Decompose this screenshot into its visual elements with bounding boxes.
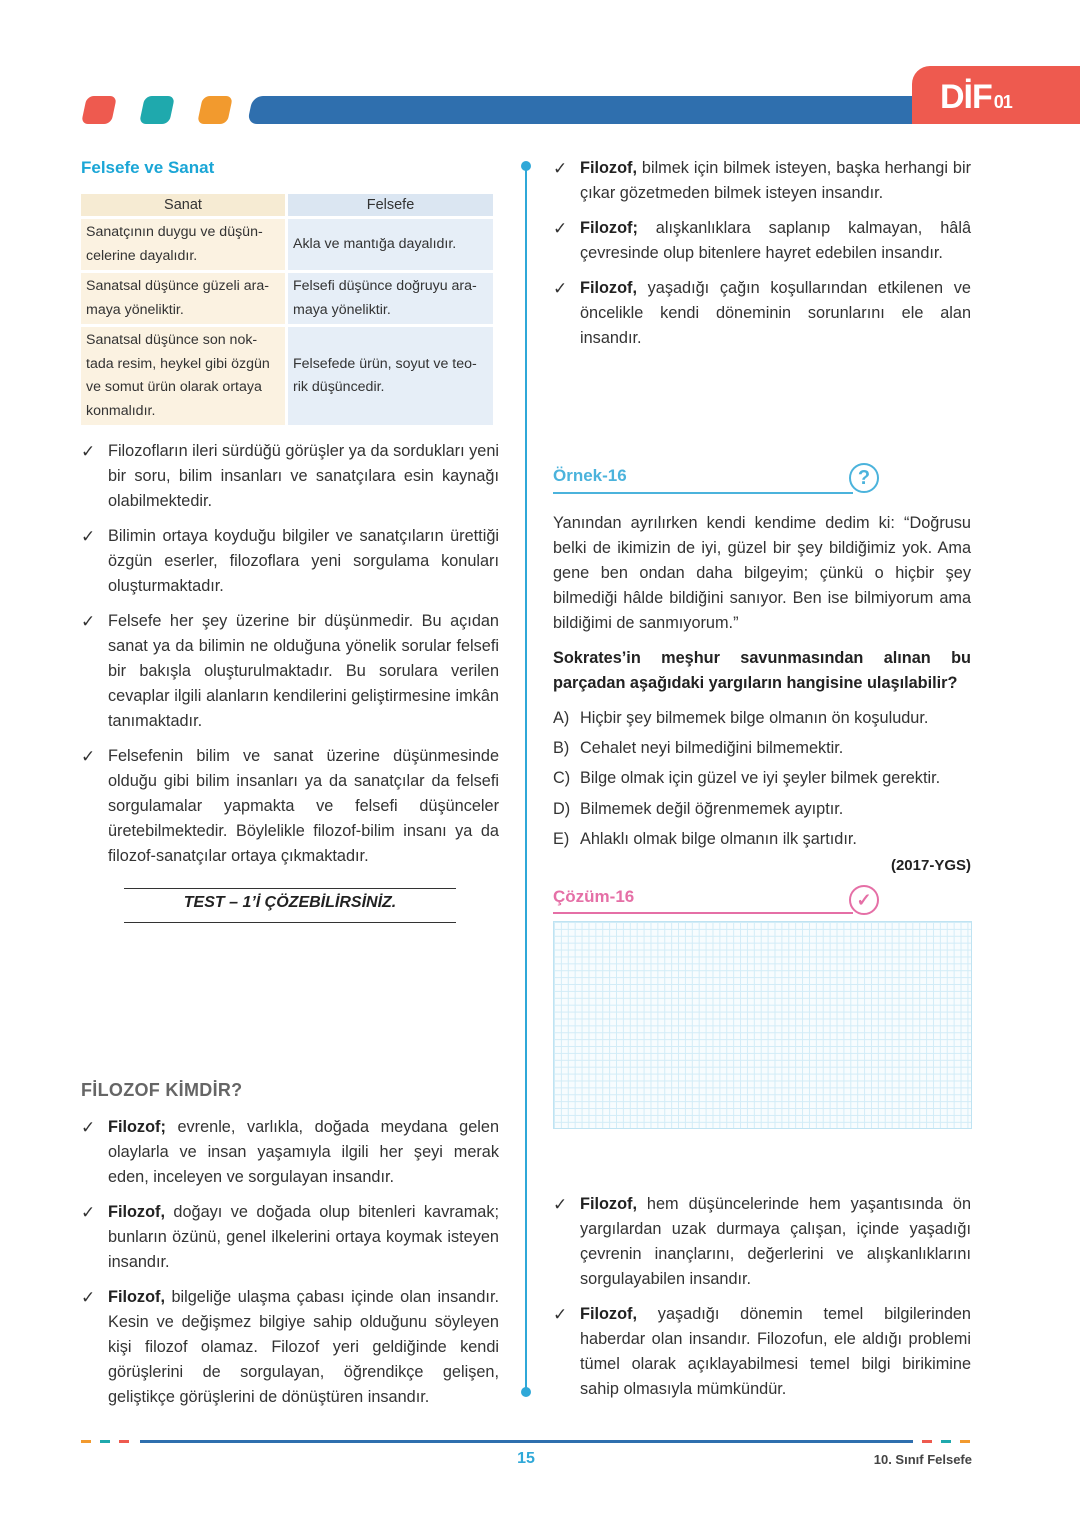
check-icon: ✓ <box>553 1305 568 1324</box>
solution-underline <box>553 912 853 914</box>
list-item: ✓ Filozof, bilmek için bilmek isteyen, başka herhangi bir çıkar gözetmeden bilmek isteyen insandır. <box>553 156 971 206</box>
question-icon: ? <box>849 463 879 493</box>
footer-dash <box>81 1440 91 1443</box>
list-item: ✓ Filozof, hem düşüncelerinde hem yaşantısında ön yargılardan uzak durmaya çalışan, içinde yaşadığı çevrenin inançlarını, değerlerini ve alışkanlıklarını sorgulayabilen insandır. <box>553 1192 971 1292</box>
footer-dash <box>960 1440 970 1443</box>
question-source: (2017-YGS) <box>890 857 971 874</box>
footer-dash <box>119 1440 129 1443</box>
kimdir-title: FİLOZOF KİMDİR? <box>81 1080 243 1100</box>
test-note: TEST – 1’İ ÇÖZEBİLİRSİNİZ. <box>183 894 397 911</box>
footer-bar <box>140 1440 913 1443</box>
header-red-block <box>81 96 117 124</box>
check-icon: ✓ <box>81 1203 96 1222</box>
page-number: 15 <box>517 1450 535 1467</box>
table-cell: Sanatçının duygu ve düşün-celerine dayalıdır. <box>81 219 285 270</box>
option-a[interactable]: A) Hiçbir şey bilmemek bilge olmanın ön koşuludur. <box>553 709 929 727</box>
filozof-list-bottom <box>553 1192 971 1412</box>
footer-dash <box>941 1440 951 1443</box>
table-row <box>81 273 493 324</box>
brand-logo: DİF 01 <box>940 78 1012 116</box>
divider-dot-bottom <box>521 1387 531 1397</box>
example-title: Örnek-16 <box>553 466 627 485</box>
check-icon: ✓ <box>553 219 568 238</box>
table-cell: Felsefi düşünce doğruyu ara-maya yöneliktir. <box>288 273 493 324</box>
footer-dash <box>100 1440 110 1443</box>
example-passage: Yanından ayrılırken kendi kendime dedim ki: “Doğrusu belki de ikimizin de iyi, güzel bir şey bildiğimiz yok. Ama gene ben ondan daha bilgeyim; çünkü o hiçbir şey bilmediği hâlde bildiğini sanıyor. Ben ise bilmiyorum ama bildiğimi de sanmıyorum.” <box>553 514 971 632</box>
table-cell: Akla ve mantığa dayalıdır. <box>288 219 493 270</box>
option-b[interactable]: B) Cehalet neyi bilmediğini bilmemektir. <box>553 739 844 758</box>
test-rule-top <box>124 888 456 889</box>
check-icon: ✓ <box>81 1288 96 1307</box>
option-e[interactable]: E) Ahlaklı olmak bilge olmanın ilk şartıdır. <box>553 829 857 848</box>
check-icon: ✓ <box>81 747 96 766</box>
list-item: ✓ Filozof; alışkanlıklara saplanıp kalmayan, hâlâ çevresinde olup bitenlere hayret edebilen insandır. <box>553 216 971 266</box>
check-icon: ✓ <box>553 159 568 178</box>
list-item: ✓ Felsefenin bilim ve sanat üzerine düşünmesinde olduğu gibi bilim insanları ya da sanatçılar da felsefi sorgulamalar yapmakta ve felsefi düşünceler üretebilmektedir. Böylelikle filozof-bilim insanı ya da filozof-sanatçılar ortaya çıkmaktadır. <box>81 744 499 869</box>
check-icon: ✓ <box>81 1118 96 1137</box>
art-philosophy-list <box>81 439 499 879</box>
list-item: ✓ Bilimin ortaya koyduğu bilgiler ve sanatçıların ürettiği özgün eserler, filozoflara yeni sorgulama konuları oluşturmaktadır. <box>81 524 499 599</box>
filozof-list-top <box>553 156 971 361</box>
comparison-table <box>78 191 496 428</box>
check-icon: ✓ <box>553 279 568 298</box>
list-item: ✓ Filozof, yaşadığı çağın koşullarından etkilenen ve öncelikle kendi döneminin sorunlarını ele alan insandır. <box>553 276 971 351</box>
kimdir-list <box>81 1115 499 1420</box>
table-cell: Sanatsal düşünce son nok-tada resim, heykel gibi özgün ve somut ürün olarak ortaya konmalıdır. <box>81 327 285 425</box>
check-icon: ✓ <box>81 527 96 546</box>
header-teal-block <box>139 96 175 124</box>
list-item: ✓ Felsefe her şey üzerine bir düşünmedir. Bu açıdan sanat ya da bilimin ne olduğuna yönelik sorular felsefi bir bakışla oluşturulmaktadır. Bu sorulara verilen cevaplar ilgili alanların kendilerini geliştirmesine imkân tanımaktadır. <box>81 609 499 734</box>
header-orange-block <box>197 96 233 124</box>
option-c[interactable]: C) Bilge olmak için güzel ve iyi şeyler bilmek gerektir. <box>553 769 941 788</box>
solution-title: Çözüm-16 <box>553 887 635 906</box>
check-icon: ✓ <box>81 612 96 631</box>
list-item: ✓ Filozof, yaşadığı dönemin temel bilgilerinden haberdar olan insandır. Filozofun, ele aldığı problemi tümel olarak açıklayabilmesi temel bilgi birikimine sahip olmasıyla mümkündür. <box>553 1302 971 1402</box>
list-item: ✓ Filozof, bilgeliğe ulaşma çabası içinde olan insandır. Kesin ve değişmez bilgiye sahip olduğunu söyleyen kişi filozof olamaz. Filozof yeri geldiğinde kendi görüşlerini de sorgulayan, öğrendikçe gelişen, geliştikçe görüşlerini de dönüştüren insandır. <box>81 1285 499 1410</box>
check-icon: ✓ <box>81 442 96 461</box>
table-cell: Sanatsal düşünce güzeli ara-maya yöneliktir. <box>81 273 285 324</box>
table-row <box>81 219 493 270</box>
option-d[interactable]: D) Bilmemek değil öğrenmemek ayıptır. <box>553 799 844 818</box>
example-question: Sokrates’in meşhur savunmasından alınan bu parçadan aşağıdaki yargıların hangisine ulaşılabilir? <box>553 649 971 692</box>
table-header-sanat: Sanat <box>81 194 285 216</box>
test-rule-bottom <box>124 922 456 923</box>
book-title: 10. Sınıf Felsefe <box>873 1452 972 1467</box>
table-cell: Felsefede ürün, soyut ve teo-rik düşüncedir. <box>288 327 493 425</box>
footer-dash <box>922 1440 932 1443</box>
list-item: ✓ Filozof; evrenle, varlıkla, doğada meydana gelen olaylarla ve insan yaşamıyla ilgili her şeyi merak eden, inceleyen ve sorgulayan insandır. <box>81 1115 499 1190</box>
answer-options <box>553 706 940 857</box>
section-title: Felsefe ve Sanat <box>81 158 215 177</box>
list-item: ✓ Filozofların ileri sürdüğü görüşler ya da sordukları yeni bir soru, bilim insanları ve sanatçılara esin kaynağı olabilmektedir. <box>81 439 499 514</box>
divider-dot-top <box>521 161 531 171</box>
table-row <box>81 327 493 425</box>
example-underline <box>553 492 853 494</box>
checkmark-icon: ✓ <box>849 885 879 915</box>
header-bar <box>247 96 973 124</box>
column-divider <box>525 166 527 1392</box>
list-item: ✓ Filozof, doğayı ve doğada olup bitenleri kavramak; bunların özünü, genel ilkelerini ortaya koymak isteyen insandır. <box>81 1200 499 1275</box>
table-header-felsefe: Felsefe <box>288 194 493 216</box>
solution-grid-area[interactable] <box>553 921 972 1129</box>
check-icon: ✓ <box>553 1195 568 1214</box>
